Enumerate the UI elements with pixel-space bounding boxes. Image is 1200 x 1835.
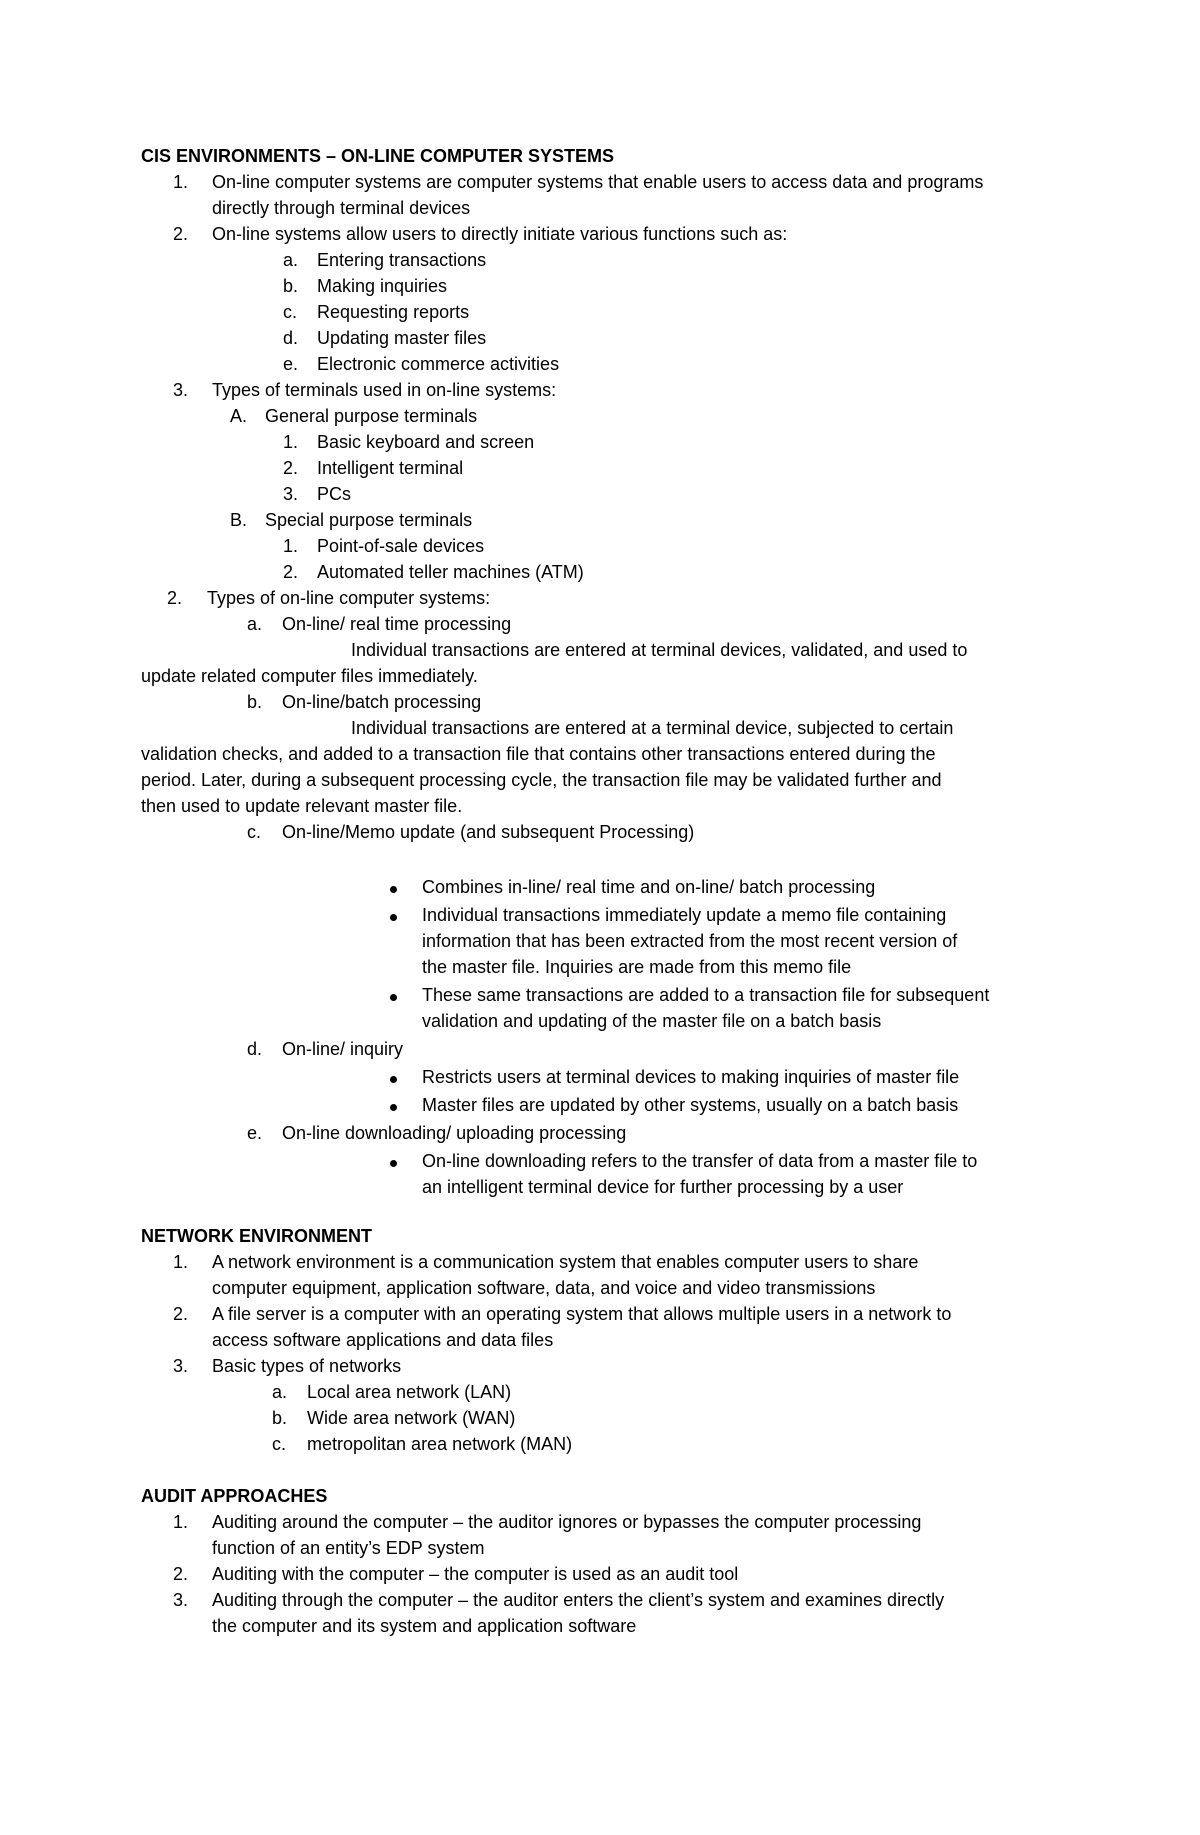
group-letter: A.: [230, 406, 248, 426]
list-item-text: computer equipment, application software, data, and voice and video transmissions: [212, 1278, 876, 1298]
type-description: Individual transactions are entered at a terminal device, subjected to certain: [351, 718, 954, 738]
list-number: 2.: [167, 588, 183, 608]
sub-item-text: Local area network (LAN): [307, 1382, 512, 1402]
bullet-icon: [390, 994, 397, 1001]
group-letter: B.: [230, 510, 248, 530]
bullet-text: On-line downloading refers to the transfer of data from a master file to: [422, 1151, 978, 1171]
type-title: On-line/batch processing: [282, 692, 482, 712]
bullet-text: the master file. Inquiries are made from this memo file: [422, 957, 852, 977]
type-letter: a.: [247, 614, 263, 634]
list-item-text: On-line systems allow users to directly initiate various functions such as:: [212, 224, 788, 244]
section-heading-audit: AUDIT APPROACHES: [141, 1486, 328, 1506]
list-number: 2.: [173, 1564, 189, 1584]
list-item-text: Types of on-line computer systems:: [207, 588, 491, 608]
bullet-icon: [390, 1076, 397, 1083]
type-description: period. Later, during a subsequent processing cycle, the transaction file may be validated further and: [141, 770, 942, 790]
sub-item-text: Electronic commerce activities: [317, 354, 560, 374]
bullet-text: Master files are updated by other systems, usually on a batch basis: [422, 1095, 959, 1115]
type-description: update related computer files immediately.: [141, 666, 478, 686]
bullet-text: validation and updating of the master file on a batch basis: [422, 1011, 882, 1031]
group-item-text: Basic keyboard and screen: [317, 432, 535, 452]
list-item-text: directly through terminal devices: [212, 198, 471, 218]
sub-item-text: Entering transactions: [317, 250, 487, 270]
group-item-number: 2.: [283, 458, 299, 478]
sub-letter: a.: [272, 1382, 288, 1402]
list-number: 2.: [173, 1304, 189, 1324]
list-item-text: Auditing with the computer – the computer is used as an audit tool: [212, 1564, 739, 1584]
type-letter: d.: [247, 1039, 263, 1059]
group-text: Special purpose terminals: [265, 510, 473, 530]
list-item-text: access software applications and data files: [212, 1330, 554, 1350]
group-item-number: 2.: [283, 562, 299, 582]
type-description: validation checks, and added to a transaction file that contains other transactions entered during the: [141, 744, 936, 764]
bullet-icon: [390, 914, 397, 921]
type-title: On-line/Memo update (and subsequent Processing): [282, 822, 695, 842]
bullet-icon: [390, 886, 397, 893]
list-number: 2.: [173, 224, 189, 244]
list-number: 3.: [173, 1590, 189, 1610]
sub-letter: d.: [283, 328, 299, 348]
sub-letter: c.: [272, 1434, 287, 1454]
sub-item-text: metropolitan area network (MAN): [307, 1434, 573, 1454]
list-item-text: On-line computer systems are computer systems that enable users to access data and programs: [212, 172, 984, 192]
type-letter: c.: [247, 822, 262, 842]
sub-item-text: Requesting reports: [317, 302, 470, 322]
group-item-text: PCs: [317, 484, 352, 504]
sub-item-text: Wide area network (WAN): [307, 1408, 516, 1428]
group-item-text: Automated teller machines (ATM): [317, 562, 584, 582]
type-title: On-line/ real time processing: [282, 614, 512, 634]
bullet-text: Restricts users at terminal devices to making inquiries of master file: [422, 1067, 960, 1087]
list-item-text: A network environment is a communication system that enables computer users to share: [212, 1252, 919, 1272]
list-item-text: Auditing through the computer – the auditor enters the client’s system and examines directly: [212, 1590, 945, 1610]
group-item-text: Point-of-sale devices: [317, 536, 485, 556]
list-item-text: function of an entity’s EDP system: [212, 1538, 485, 1558]
sub-letter: a.: [283, 250, 299, 270]
type-title: On-line downloading/ uploading processing: [282, 1123, 627, 1143]
list-number: 3.: [173, 1356, 189, 1376]
sub-item-text: Making inquiries: [317, 276, 448, 296]
type-description: then used to update relevant master file.: [141, 796, 463, 816]
bullet-text: These same transactions are added to a transaction file for subsequent: [422, 985, 990, 1005]
list-number: 1.: [173, 1252, 189, 1272]
group-item-number: 3.: [283, 484, 299, 504]
sub-letter: e.: [283, 354, 299, 374]
group-item-number: 1.: [283, 432, 299, 452]
group-text: General purpose terminals: [265, 406, 478, 426]
bullet-text: an intelligent terminal device for further processing by a user: [422, 1177, 904, 1197]
list-item-text: Types of terminals used in on-line systems:: [212, 380, 557, 400]
list-item-text: Auditing around the computer – the auditor ignores or bypasses the computer processing: [212, 1512, 922, 1532]
list-item-text: A file server is a computer with an operating system that allows multiple users in a network to: [212, 1304, 952, 1324]
bullet-text: Combines in-line/ real time and on-line/ batch processing: [422, 877, 876, 897]
list-item-text: Basic types of networks: [212, 1356, 402, 1376]
type-letter: e.: [247, 1123, 263, 1143]
list-number: 1.: [173, 1512, 189, 1532]
bullet-icon: [390, 1160, 397, 1167]
list-number: 3.: [173, 380, 189, 400]
sub-letter: c.: [283, 302, 298, 322]
group-item-number: 1.: [283, 536, 299, 556]
section-heading-cis: CIS ENVIRONMENTS – ON-LINE COMPUTER SYSTEMS: [141, 146, 615, 166]
bullet-text: information that has been extracted from the most recent version of: [422, 931, 958, 951]
list-number: 1.: [173, 172, 189, 192]
bullet-icon: [390, 1104, 397, 1111]
section-heading-network: NETWORK ENVIRONMENT: [141, 1226, 372, 1246]
type-description: Individual transactions are entered at terminal devices, validated, and used to: [351, 640, 968, 660]
sub-item-text: Updating master files: [317, 328, 487, 348]
list-item-text: the computer and its system and application software: [212, 1616, 637, 1636]
sub-letter: b.: [283, 276, 299, 296]
sub-letter: b.: [272, 1408, 288, 1428]
type-title: On-line/ inquiry: [282, 1039, 404, 1059]
type-letter: b.: [247, 692, 263, 712]
group-item-text: Intelligent terminal: [317, 458, 464, 478]
bullet-text: Individual transactions immediately update a memo file containing: [422, 905, 947, 925]
